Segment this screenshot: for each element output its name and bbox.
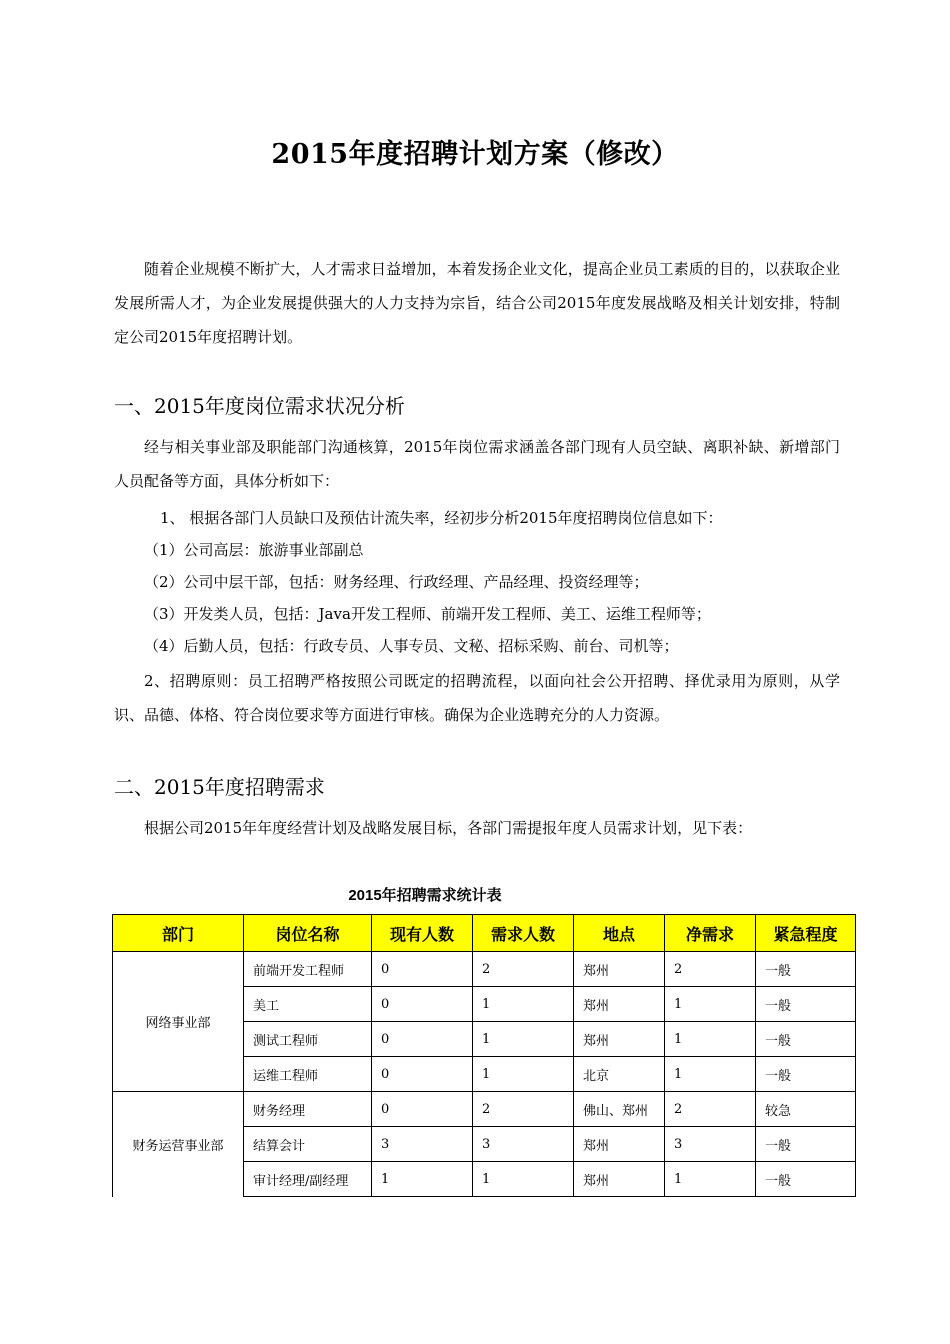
table-cell: 前端开发工程师: [244, 952, 372, 987]
section2-paragraph: 根据公司2015年年度经营计划及战略发展目标，各部门需提报年度人员需求计划，见下表：: [144, 819, 753, 837]
section1-item1: 1、 根据各部门人员缺口及预估计流失率，经初步分析2015年度招聘岗位信息如下：: [160, 509, 723, 527]
table-cell: 一般: [756, 952, 856, 987]
table-cell: 美工: [244, 987, 372, 1022]
table-cell: 一般: [756, 1162, 856, 1197]
table-cell: 0: [372, 1057, 473, 1092]
intro-paragraph: 随着企业规模不断扩大，人才需求日益增加，本着发扬企业文化，提高企业员工素质的目的，以获取企业发展所需人才，为企业发展提供强大的人力支持为宗旨，结合公司2015年度发展战略及相关计划安排，特制定公司2015年度招聘计划。: [114, 260, 840, 346]
header-cell: 紧急程度: [756, 915, 856, 952]
section1-paragraph: 经与相关事业部及职能部门沟通核算，2015年岗位需求涵盖各部门现有人员空缺、离职补缺、新增部门人员配备等方面，具体分析如下：: [114, 438, 840, 490]
table-cell: 测试工程师: [244, 1022, 372, 1057]
section1-sub4: （4）后勤人员，包括：行政专员、人事专员、文秘、招标采购、前台、司机等；: [144, 637, 679, 655]
table-cell: 郑州: [574, 987, 665, 1022]
dept-cell: 网络事业部: [113, 952, 244, 1092]
table-cell: 0: [372, 987, 473, 1022]
table-cell: 0: [372, 952, 473, 987]
table-header-row: [113, 915, 856, 952]
table-cell: 一般: [756, 1127, 856, 1162]
table-cell: 郑州: [574, 1022, 665, 1057]
table-cell: 运维工程师: [244, 1057, 372, 1092]
header-cell: 现有人数: [372, 915, 473, 952]
table-row: [113, 952, 856, 987]
table-cell: 1: [473, 987, 574, 1022]
header-cell: 部门: [113, 915, 244, 952]
table-cell: 1: [665, 987, 756, 1022]
dept-cell: 财务运营事业部: [113, 1092, 244, 1197]
table-cell: 较急: [756, 1092, 856, 1127]
section1-sub2: （2）公司中层干部，包括：财务经理、行政经理、产品经理、投资经理等；: [144, 573, 649, 591]
table-cell: 财务经理: [244, 1092, 372, 1127]
table-cell: 佛山、郑州: [574, 1092, 665, 1127]
table-cell: 2: [665, 952, 756, 987]
header-cell: 岗位名称: [244, 915, 372, 952]
table-cell: 3: [372, 1127, 473, 1162]
header-cell: 地点: [574, 915, 665, 952]
table-cell: 1: [473, 1022, 574, 1057]
table-cell: 审计经理/副经理: [244, 1162, 372, 1197]
recruitment-table: [112, 914, 856, 1197]
header-cell: 净需求: [665, 915, 756, 952]
table-cell: 2: [473, 1092, 574, 1127]
table-caption: 2015年招聘需求统计表: [348, 887, 502, 904]
document-title: 2015年度招聘计划方案（修改）: [271, 139, 679, 170]
table-cell: 2: [473, 952, 574, 987]
section2-heading: 二、2015年度招聘需求: [114, 775, 325, 799]
table-cell: 郑州: [574, 1162, 665, 1197]
table-cell: 1: [665, 1162, 756, 1197]
table-cell: 0: [372, 1092, 473, 1127]
table-cell: 1: [473, 1162, 574, 1197]
table-cell: 1: [372, 1162, 473, 1197]
table-cell: 一般: [756, 987, 856, 1022]
table-cell: 3: [473, 1127, 574, 1162]
section1-item2: 2、招聘原则：员工招聘严格按照公司既定的招聘流程，以面向社会公开招聘、择优录用为原则，从学识、品德、体格、符合岗位要求等方面进行审核。确保为企业选聘充分的人力资源。: [114, 672, 840, 724]
table-cell: 结算会计: [244, 1127, 372, 1162]
table-cell: 1: [473, 1057, 574, 1092]
table-cell: 郑州: [574, 1127, 665, 1162]
section1-sub3: （3）开发类人员，包括：Java开发工程师、前端开发工程师、美工、运维工程师等；: [144, 605, 711, 623]
table-cell: 1: [665, 1022, 756, 1057]
table-cell: 2: [665, 1092, 756, 1127]
table-cell: 一般: [756, 1022, 856, 1057]
section1-sub1: （1）公司高层：旅游事业部副总: [144, 541, 364, 559]
header-cell: 需求人数: [473, 915, 574, 952]
table-cell: 北京: [574, 1057, 665, 1092]
table-row: [113, 1092, 856, 1127]
section1-heading: 一、2015年度岗位需求状况分析: [114, 394, 405, 418]
table-cell: 3: [665, 1127, 756, 1162]
table-cell: 0: [372, 1022, 473, 1057]
table-cell: 一般: [756, 1057, 856, 1092]
table-cell: 郑州: [574, 952, 665, 987]
table-cell: 1: [665, 1057, 756, 1092]
